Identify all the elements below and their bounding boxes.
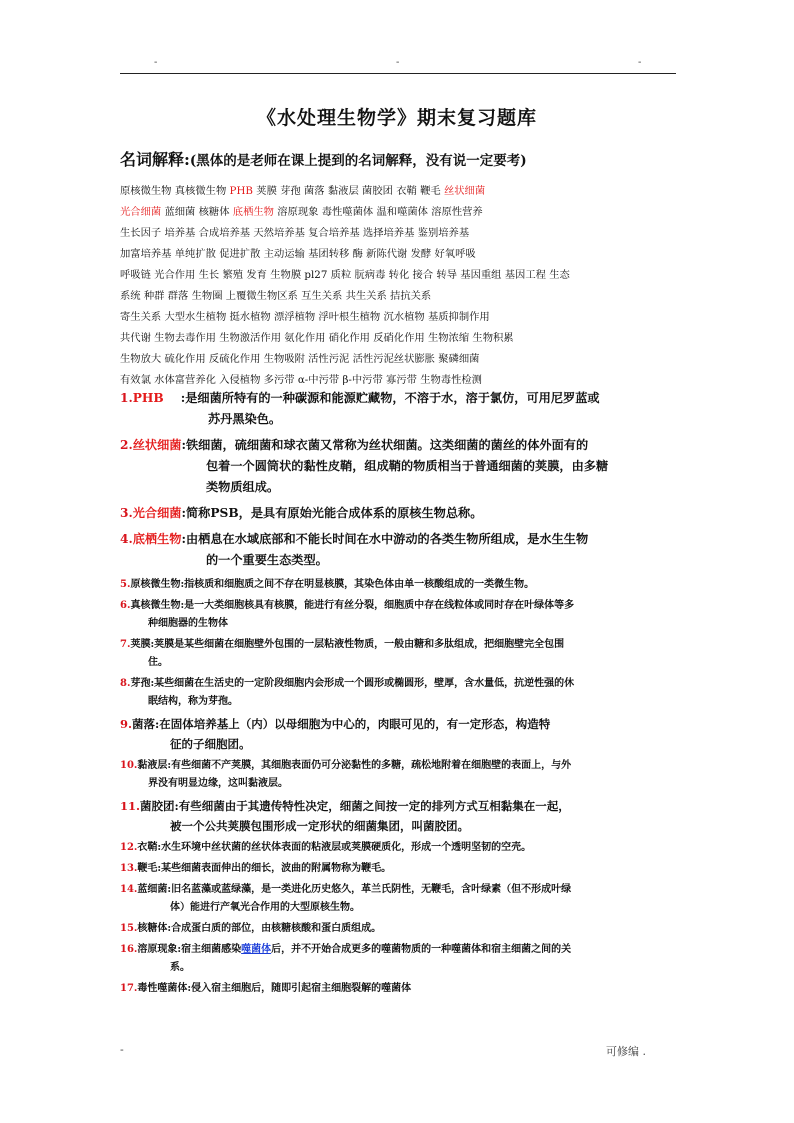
definition-continuation-line: 被一个公共荚膜包围形成一定形状的细菌集团，叫菌胶团。 [170, 819, 469, 833]
definition-separator: : [163, 391, 186, 405]
definition-item [120, 529, 680, 571]
definition-continuation-line: 眠结构，称为芽孢。 [148, 696, 238, 707]
definition-first-line [120, 529, 680, 550]
definition-text: 铁细菌，硫细菌和球衣菌又常称为丝状细菌。这类细菌的菌丝的体外面有的 [185, 438, 589, 452]
definition-term: 核糖体 [137, 923, 168, 934]
definition-text: 荚膜是某些细菌在细胞壁外包围的一层粘液性物质，一般由糖和多肽组成，把细胞壁完全包围 [154, 639, 565, 650]
definition-separator: : [150, 678, 155, 689]
definition-text: 某些细菌在生活史的一定阶段细胞内会形成一个圆形或椭圆形，壁厚，含水量低，抗逆性强的休 [154, 678, 575, 689]
definition-term: 黏液层 [137, 760, 168, 771]
definition-first-line [120, 675, 680, 693]
definition-first-line [120, 881, 680, 899]
definition-item [120, 796, 680, 836]
term-segment: PHB [229, 185, 253, 197]
definition-continuation-line: 苏丹黑染色。 [208, 412, 282, 426]
term-segment: 寄生关系 大型水生植物 挺水植物 漂浮植物 浮叶根生植物 沉水植物 基质抑制作用 [120, 311, 490, 323]
definition-item [120, 980, 680, 998]
definition-text-continued: 后，并不开始合成更多的噬菌物质的一种噬菌体和宿主细菌之间的关 [271, 944, 572, 955]
definition-first-line [120, 860, 680, 878]
definition-separator: : [180, 579, 185, 590]
definition-number: 8. [120, 678, 131, 689]
definition-text: 有些细菌由于其遗传特性决定，细菌之间按一定的排列方式互相黏集在一起， [178, 799, 570, 813]
term-row [120, 349, 680, 370]
definition-term: 毒性噬菌体 [137, 983, 188, 994]
definition-text: 是一大类细胞核具有核膜，能进行有丝分裂，细胞质中存在线粒体或同时存在叶绿体等多 [184, 600, 575, 611]
definition-link[interactable]: 噬菌体 [241, 944, 272, 955]
term-segment: 呼吸链 光合作用 生长 繁殖 发育 生物膜 pl27 质粒 朊病毒 转化 接合 转导 基因重组 基因工程 生态 [120, 269, 570, 281]
definition-number: 4. [120, 532, 133, 546]
definition-first-line [120, 388, 680, 409]
definition-separator: : [181, 506, 186, 520]
definition-term: 底栖生物 [132, 532, 182, 546]
term-segment: 系统 种群 群落 生物圈 上覆微生物区系 互生关系 共生关系 拮抗关系 [120, 290, 432, 302]
definition-separator: : [150, 639, 155, 650]
term-segment: 加富培养基 单纯扩散 促进扩散 主动运输 基团转移 酶 新陈代谢 发酵 好氧呼吸 [120, 248, 476, 260]
definition-item [120, 714, 680, 754]
definition-separator: : [181, 532, 186, 546]
term-segment: 蓝细菌 核糖体 [161, 206, 233, 218]
definition-number: 5. [120, 579, 131, 590]
definition-text: 指核质和细胞质之间不存在明显核膜，其染色体由单一核酸组成的一类微生物。 [184, 579, 535, 590]
definition-term: 真核微生物 [130, 600, 181, 611]
definition-separator: : [157, 863, 162, 874]
definition-term: PHB [132, 391, 164, 405]
term-row [120, 244, 680, 265]
definition-item [120, 636, 680, 672]
definition-number: 10. [120, 760, 138, 771]
footer-left: - [120, 1043, 124, 1056]
definition-separator: : [167, 923, 172, 934]
definition-term: 芽孢 [130, 678, 151, 689]
definition-item [120, 839, 680, 857]
definition-term: 丝状细菌 [132, 438, 182, 452]
definition-separator: : [187, 983, 192, 994]
definition-item [120, 920, 680, 938]
definition-number: 1. [120, 391, 133, 405]
definition-term: 菌落 [132, 717, 156, 731]
definition-term: 荚膜 [130, 639, 151, 650]
definition-text: 侵入宿主细胞后，随即引起宿主细胞裂解的噬菌体 [191, 983, 412, 994]
section-heading [120, 147, 527, 170]
definition-separator: : [155, 717, 160, 731]
definition-number: 12. [120, 842, 138, 853]
section-heading-note: (黑体的是老师在课上提到的名词解释，没有说一定要考) [189, 153, 527, 169]
definition-term: 蓝细菌 [137, 884, 168, 895]
definition-continuation-line: 界没有明显边缘，这叫黏液层。 [148, 778, 288, 789]
definition-text: 由栖息在水域底部和不能长时间在水中游动的各类生物所组成，是水生生物 [185, 532, 589, 546]
header-right: - [638, 57, 642, 68]
document-title: 《水处理生物学》期末复习题库 [256, 107, 537, 129]
definition-item [120, 576, 680, 594]
definition-first-line [120, 435, 680, 456]
definition-number: 16. [120, 944, 138, 955]
term-segment: 有效氯 水体富营养化 入侵植物 多污带 α-中污带 β-中污带 寡污带 生物毒性检测 [120, 374, 482, 386]
definition-text: 合成蛋白质的部位，由核糖核酸和蛋白质组成。 [171, 923, 382, 934]
term-segment: 荚膜 芽孢 菌落 黏液层 菌胶团 衣鞘 鞭毛 [253, 185, 444, 197]
definition-continuation-line: 体）能进行产氧光合作用的大型原核生物。 [170, 902, 360, 913]
term-row [120, 286, 680, 307]
definition-item [120, 757, 680, 793]
definition-number: 9. [120, 717, 133, 731]
definition-item [120, 597, 680, 633]
definition-separator: : [167, 760, 172, 771]
definition-item [120, 388, 680, 430]
definition-number: 2. [120, 438, 133, 452]
term-segment: 光合细菌 [120, 206, 162, 218]
definition-first-line [120, 503, 680, 524]
definition-separator: : [167, 884, 172, 895]
definition-item [120, 675, 680, 711]
definition-first-line [120, 636, 680, 654]
section-heading-label: 名词解释: [120, 150, 190, 169]
definition-separator: : [180, 600, 185, 611]
definition-first-line [120, 941, 680, 959]
definition-text: 是细菌所特有的一种碳源和能源贮藏物，不溶于水，溶于氯仿，可用尼罗蓝或 [185, 391, 600, 405]
definition-number: 7. [120, 639, 131, 650]
definition-continuation-line: 住。 [148, 657, 168, 668]
definition-first-line [120, 576, 680, 594]
definition-item [120, 881, 680, 917]
definition-item [120, 941, 680, 977]
term-row [120, 328, 680, 349]
definition-term: 衣鞘 [137, 842, 158, 853]
definition-continuation-line: 的一个重要生态类型。 [206, 553, 328, 567]
definition-term: 光合细菌 [132, 506, 182, 520]
definition-continuation-line: 征的子细胞团。 [170, 737, 251, 751]
definition-number: 13. [120, 863, 138, 874]
definition-term: 溶原现象 [137, 944, 178, 955]
definition-term: 原核微生物 [130, 579, 181, 590]
definition-text: 在固体培养基上（内）以母细胞为中心的，肉眼可见的，有一定形态，构造特 [159, 717, 551, 731]
header-left: - [154, 57, 158, 68]
term-segment: 底栖生物 [232, 206, 274, 218]
term-row [120, 202, 680, 223]
term-segment: 共代谢 生物去毒作用 生物激活作用 氨化作用 硝化作用 反硝化作用 生物浓缩 生物积累 [120, 332, 514, 344]
definition-item [120, 435, 680, 498]
definition-text: 宿主细菌感染 [181, 944, 242, 955]
definition-text: 水生环境中丝状菌的丝状体表面的粘液层或荚膜硬质化，形成一个透明坚韧的空壳。 [161, 842, 532, 853]
page-header [120, 55, 676, 74]
definition-first-line [120, 839, 680, 857]
term-segment: 原核微生物 真核微生物 [120, 185, 230, 197]
term-segment: 溶原现象 毒性噬菌体 温和噬菌体 溶原性营养 [273, 206, 483, 218]
term-segment: 生物放大 硫化作用 反硫化作用 生物吸附 活性污泥 活性污泥丝状膨胀 聚磷细菌 [120, 353, 480, 365]
term-segment: 生长因子 培养基 合成培养基 天然培养基 复合培养基 选择培养基 鉴别培养基 [120, 227, 470, 239]
definition-first-line [120, 714, 680, 734]
term-segment: 丝状细菌 [443, 185, 486, 197]
header-center: - [396, 57, 400, 68]
term-row [120, 265, 680, 286]
definition-first-line [120, 920, 680, 938]
definition-separator: : [157, 842, 162, 853]
definition-continuation-line: 系。 [170, 962, 190, 973]
definition-first-line [120, 757, 680, 775]
definition-continuation-line: 类物质组成。 [206, 480, 280, 494]
definition-text: 某些细菌表面伸出的细长，波曲的附属物称为鞭毛。 [161, 863, 392, 874]
definition-term: 鞭毛 [137, 863, 158, 874]
definition-first-line [120, 796, 680, 816]
definition-continuation-line: 包着一个圆筒状的黏性皮鞘，组成鞘的物质相当于普通细菌的荚膜，由多糖 [206, 459, 609, 473]
definition-separator: : [181, 438, 186, 452]
definition-number: 17. [120, 983, 138, 994]
definition-text: 简称PSB，是具有原始光能合成体系的原核生物总称。 [185, 506, 483, 520]
definition-number: 11. [120, 799, 141, 813]
definition-number: 6. [120, 600, 131, 611]
term-list [120, 181, 680, 391]
definition-number: 3. [120, 506, 133, 520]
definition-separator: : [174, 799, 179, 813]
definition-number: 15. [120, 923, 138, 934]
term-row [120, 307, 680, 328]
definition-separator: : [177, 944, 182, 955]
definition-text: 旧名蓝藻或蓝绿藻，是一类进化历史悠久，革兰氏阴性，无鞭毛，含叶绿素（但不形成叶绿 [171, 884, 572, 895]
definition-item [120, 860, 680, 878]
definition-item [120, 503, 680, 524]
definition-continuation-line: 种细胞器的生物体 [148, 618, 228, 629]
definition-text: 有些细菌不产荚膜，其细胞表面仍可分泌黏性的多糖，疏松地附着在细胞壁的表面上，与外 [171, 760, 572, 771]
definition-first-line [120, 980, 680, 998]
definition-list [120, 388, 680, 1001]
definition-term: 菌胶团 [140, 799, 175, 813]
term-row [120, 223, 680, 244]
definition-number: 14. [120, 884, 138, 895]
definition-first-line [120, 597, 680, 615]
footer-right: 可修编 . [606, 1045, 646, 1058]
term-row [120, 181, 680, 202]
